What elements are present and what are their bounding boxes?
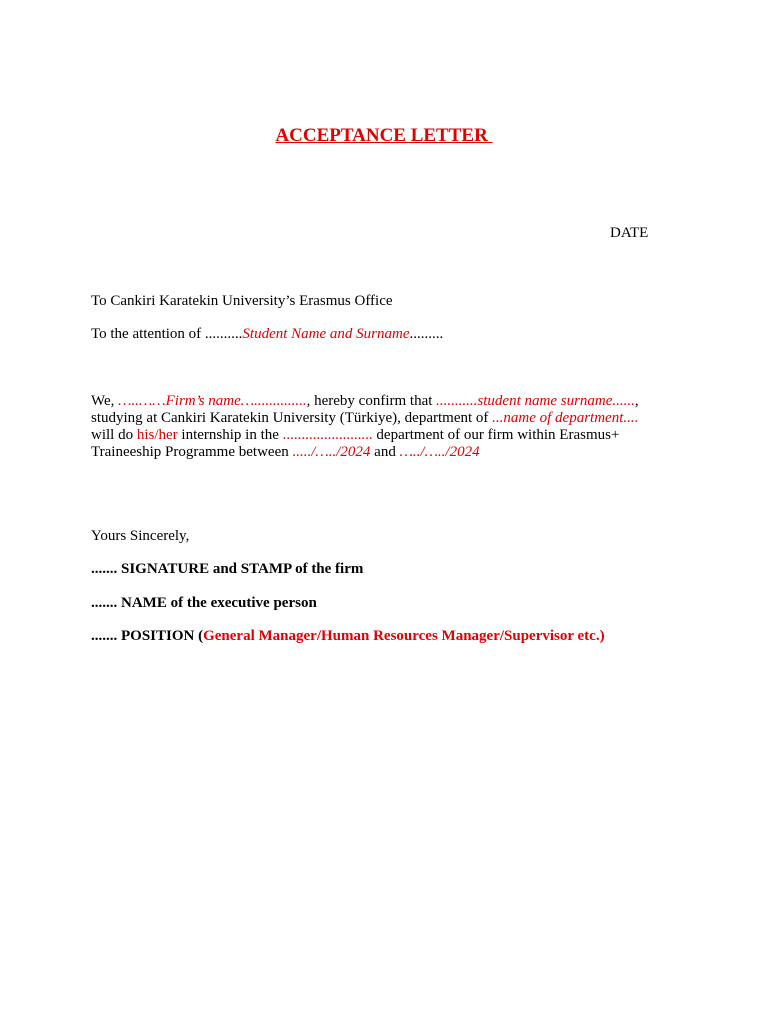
attention-suffix: ......... bbox=[409, 326, 444, 342]
his-her-placeholder: his/her bbox=[136, 427, 178, 443]
we-text: We, bbox=[91, 393, 119, 409]
student-name-placeholder: Student Name and Surname bbox=[242, 326, 410, 342]
position-examples: General Manager/Human Resources Manager/Supervisor etc.) bbox=[203, 628, 605, 644]
traineeship-text: Traineeship Programme between bbox=[91, 444, 293, 460]
department-blank: ........................ bbox=[282, 427, 373, 443]
and-text: and bbox=[370, 444, 400, 460]
internship-text: internship in the bbox=[177, 427, 283, 443]
studying-text: studying at Cankiri Karatekin University (Türkiye), department of bbox=[91, 410, 493, 426]
signature-stamp-line: ....... SIGNATURE and STAMP of the firm bbox=[91, 561, 364, 577]
comma: , bbox=[634, 393, 639, 409]
start-date-placeholder: ...../…../2024 bbox=[292, 444, 371, 460]
executive-name-line: ....... NAME of the executive person bbox=[91, 595, 317, 611]
department-placeholder: ...name of department.... bbox=[492, 410, 639, 426]
student-name-surname-placeholder: ...........student name surname...... bbox=[436, 393, 635, 409]
will-do-text: will do bbox=[91, 427, 137, 443]
firm-name-placeholder: …..……Firm’s name….............. bbox=[118, 393, 307, 409]
programme-text: department of our firm within Erasmus+ bbox=[372, 427, 620, 443]
closing-line: Yours Sincerely, bbox=[91, 528, 190, 544]
confirmation-paragraph bbox=[91, 393, 681, 461]
attention-line bbox=[91, 326, 443, 343]
date-label: DATE bbox=[610, 225, 649, 241]
confirm-text: , hereby confirm that bbox=[306, 393, 437, 409]
letter-title: ACCEPTANCE LETTER bbox=[275, 125, 493, 146]
position-line bbox=[91, 628, 605, 645]
attention-prefix: To the attention of .......... bbox=[91, 326, 243, 342]
position-prefix: ....... POSITION ( bbox=[91, 628, 204, 644]
recipient-line: To Cankiri Karatekin University’s Erasmus Office bbox=[91, 293, 393, 309]
end-date-placeholder: …../…../2024 bbox=[399, 444, 480, 460]
